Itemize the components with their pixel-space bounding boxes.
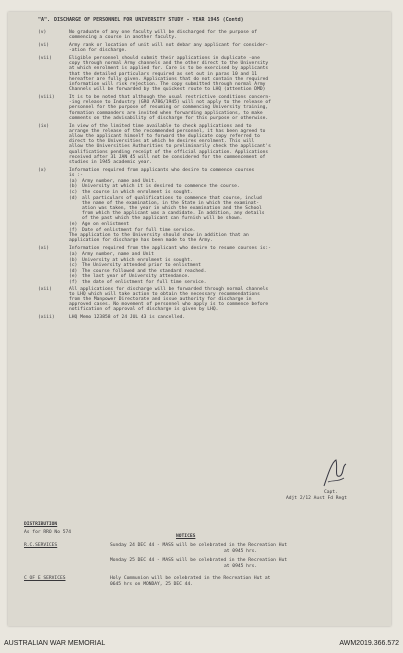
rc-services-line2: Monday 25 DEC 44 - MASS will be celebrated in the Recreation Hut <box>110 558 288 563</box>
sub-item-text: Army number, name and Unit <box>82 252 154 257</box>
sub-item-text: The course followed and the standard reached. <box>82 268 207 274</box>
sub-item-text: The University attended prior to enlistment <box>82 263 201 269</box>
document-title: DISCHARGE OF PERSONNEL FOR UNIVERSITY STUDY - YEAR 1945 (Contd) <box>54 17 244 23</box>
paragraph-item-text: Army rank or location of unit will not debar any applicant for consider- -ation for discharge. <box>69 43 269 54</box>
paragraph-item-text: LHQ Memo 123858 of 24 JUL 43 is cancelled. <box>69 315 186 321</box>
sub-item-number: (b) <box>69 184 78 190</box>
notices-heading: NOTICES <box>176 534 196 539</box>
paragraph-item-text: Eligible personnel should submit their applications in duplicate -one copy through normal Army channels and the other direct to the University at which enrolment is applied for. Care is to be exercised by applicants that the detailed particulars required as set out in paras 10 and 11 hereafter are fully given. Applications that do not contain the required information will risk rejection. The copy submitted through normal Army Channels will be forwarded by the quickest route to LHQ (attention DMD) <box>69 56 269 93</box>
sub-item-number: (b) <box>69 257 78 263</box>
paragraph-item-number: (xii) <box>38 286 52 292</box>
distribution-heading: DISTRIBUTION <box>24 522 58 527</box>
rc-services-line1: Sunday 24 DEC 44 - MASS will be celebrated in the Recreation Hut <box>110 543 288 548</box>
sub-item-text: University at which it is desired to commence the course. <box>82 184 240 190</box>
footer-accession-number: AWM2019.366.572 <box>339 640 399 647</box>
sub-item-text: University at which enrolment is sought. <box>82 257 193 263</box>
sub-item-number: (c) <box>69 263 78 269</box>
paragraph-item-text: Information required from applicants who desire to commence courses is :- <box>69 167 255 178</box>
sub-item-text: all particulars of qualifications to commence that course, includ the name of the examination, in the State in which the examinat- ation was taken, the year in which the examination and the School from which the applicant was a candidate. In addition, any details of the past which the applicant can furnish will be shown. <box>82 195 265 222</box>
handwritten-signature <box>320 456 350 490</box>
paragraph-item-number: (v) <box>38 30 47 35</box>
paragraph-item-number: (vi) <box>38 43 50 48</box>
rc-services-line2b: at 0945 hrs. <box>224 564 258 569</box>
sub-item-text: the date of enlistment for full time service. <box>82 280 207 285</box>
paragraph-item-number: (vii) <box>38 56 52 61</box>
paragraph-item-text: All applications for discharge will be forwarded through normal channels to LHQ which will take action to obtain the necessary recommendations from the Manpower Directorate and issue authority for discharge in approved cases. No movement of personnel who apply is to commence before notification of approval of discharge is given by LHQ. <box>69 286 269 313</box>
paragraph-item-text: In view of the limited time available to check applications and to arrange the release of the recommended personnel, it has been agreed to allow the applicant himself to forward the duplicate copy referred to direct to the Universities at which he desires enrolment. This will allow the Universities Authorities to preliminarily check the applicant's qualifications pending receipt of the official application. Applications received after 31 JAN 45 will not be considered for the commencement of studies in 1945 academic year. <box>69 123 271 166</box>
signature-line: Adjt 2/12 Aust Fd Regt <box>286 496 347 501</box>
sub-item-text: Age on enlistment <box>82 222 130 227</box>
paragraph-item-text: It is to be noted that although the usual restrictive conditions concern- -ing release to Industry (GRO A786/1945) will not apply to the release of personnel for the purpose of resuming or commencing University training, formation commanders are invited when forwarding applications, to make comments on the advisability of discharge for this purpose or otherwise. <box>69 95 271 121</box>
c-of-e-services-label: C OF E SERVICES <box>24 576 66 581</box>
paragraph-item-number: (x) <box>38 167 47 173</box>
sub-item-number: (e) <box>69 222 78 227</box>
paragraph-item-number: (xiii) <box>38 315 55 321</box>
c-of-e-line1: Holy Communion will be celebrated in the Recreation Hut at <box>110 576 271 581</box>
sub-item-text: the last year of University attendance. <box>82 274 190 280</box>
paragraph-item-text: No graduate of any one faculty will be discharged for the purpose of commencing a course in another faculty. <box>69 30 258 41</box>
sub-item-number: (d) <box>69 268 78 274</box>
sub-item-number: (e) <box>69 274 78 280</box>
paragraph-item-number: (viii) <box>38 95 55 100</box>
sub-item-text: Date of enlistment for full time service. <box>82 227 196 233</box>
document-sheet <box>8 12 391 626</box>
sub-item-number: (a) <box>69 252 78 257</box>
signature-rank: Capt. <box>324 490 338 495</box>
paragraph-note-text: The application to the University should show in addition that an application for discharge has been made to the Army. <box>69 233 249 244</box>
sub-item-number: (c) <box>69 190 78 195</box>
sub-item-text: Army number, name and Unit. <box>82 178 157 184</box>
rc-services-line1b: at 0945 hrs. <box>224 549 258 554</box>
page-mark: "A". <box>38 17 51 23</box>
sub-item-number: (a) <box>69 178 78 184</box>
paragraph-item-number: (xi) <box>38 246 50 252</box>
archive-footer <box>0 635 403 653</box>
footer-institution: AUSTRALIAN WAR MEMORIAL <box>4 640 106 647</box>
paragraph-item-number: (ix) <box>38 123 50 129</box>
distribution-text: As for RRO No 574 <box>24 530 72 535</box>
sub-item-number: (f) <box>69 280 78 285</box>
sub-item-number: (d) <box>69 195 78 201</box>
rc-services-label: R.C.SERVICES <box>24 543 58 548</box>
sub-item-text: the course in which enrolment is sought. <box>82 190 193 195</box>
c-of-e-line2: 0645 hrs on MONDAY, 25 DEC 44. <box>110 582 193 587</box>
paragraph-item-text: Information required from the applicant who desire to resume courses is:- <box>69 246 271 252</box>
sub-item-number: (f) <box>69 227 78 233</box>
